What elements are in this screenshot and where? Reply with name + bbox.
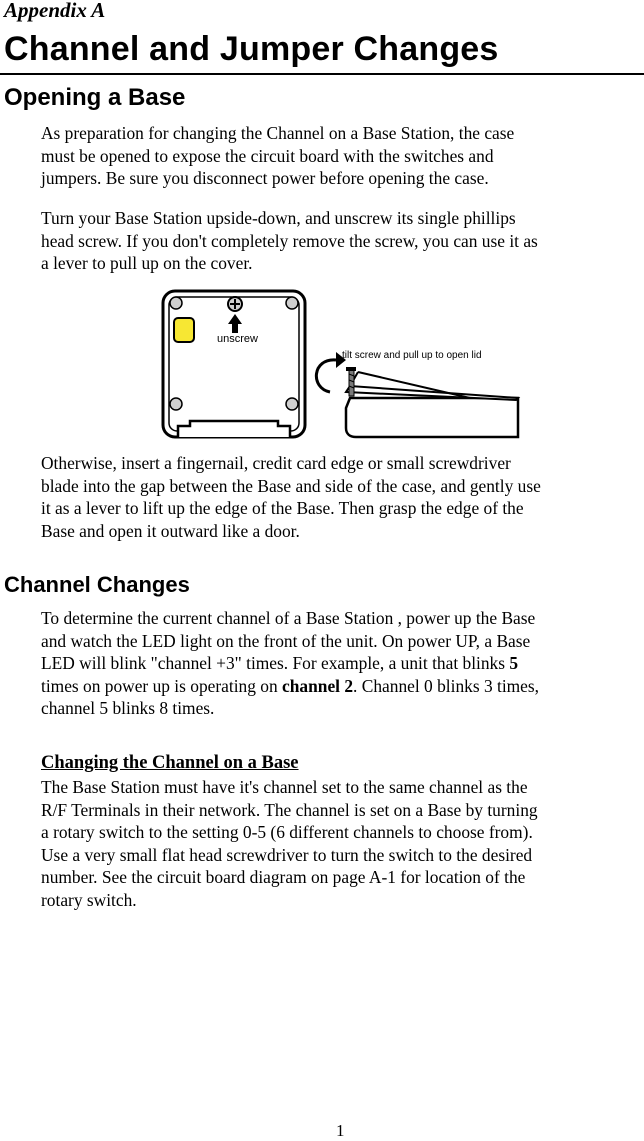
paragraph-unscrew [41,207,644,275]
text-span: times on power up is operating on [41,675,283,696]
paragraph-determine-channel [41,607,644,720]
text-line: Use a very small flat head screwdriver to turn the switch to the desired [41,844,533,865]
chapter-title: Channel and Jumper Changes [4,30,499,68]
text-line: must be opened to expose the circuit board with the switches and [41,145,494,166]
page-number: 1 [336,1121,345,1140]
section-heading-opening: Opening a Base [4,84,186,111]
text-line [41,652,644,675]
foot-icon [170,398,182,410]
text-span: LED will blink "channel +3" times. For example, a unit that blinks [41,653,510,673]
text-line: rotary switch. [41,889,137,910]
subheading-changing-channel: Changing the Channel on a Base [41,753,299,773]
text-line: Otherwise, insert a fingernail, credit card edge or small screwdriver [41,453,511,473]
base-bottom-view [163,291,305,437]
section-heading-channel: Channel Changes [4,572,190,597]
curved-arrow-icon [316,360,336,392]
text-line: a lever to pull up on the cover. [41,253,253,273]
text-line: it as a lever to lift up the edge of the Base. Then grasp the edge of the [41,498,524,518]
text-line: jumpers. Be sure you disconnect power before opening the case. [41,168,489,188]
text-line: blade into the gap between the Base and side of the case, and gently use [41,475,541,496]
text-line: channel 5 blinks 8 times. [41,698,215,718]
foot-icon [286,398,298,410]
base-opening-diagram [160,288,522,440]
text-line [41,675,644,698]
foot-icon [170,297,182,309]
text-line: R/F Terminals in their network. The channel is set on a Base by turning [41,799,538,820]
text-line: number. See the circuit board diagram on page A-1 for location of the [41,867,526,887]
paragraph-preparation [41,122,644,190]
tilt-label: tilt screw and pull up to open lid [342,350,482,361]
text-line: Turn your Base Station upside-down, and unscrew its single phillips [41,208,516,228]
paragraph-fingernail [41,452,644,542]
unscrew-label: unscrew [217,333,258,345]
text-line: and watch the LED light on the front of the unit. On power UP, a Base [41,630,531,651]
base-side-view [346,367,518,437]
blink-count-bold: 5 [509,653,519,673]
foot-icon [286,297,298,309]
text-line: a rotary switch to the setting 0-5 (6 different channels to choose from). [41,822,533,842]
text-line: The Base Station must have it's channel set to the same channel as the [41,777,528,797]
label-sticker [174,318,194,342]
title-rule [0,73,644,75]
text-line: To determine the current channel of a Base Station , power up the Base [41,608,536,628]
text-line: Base and open it outward like a door. [41,520,300,541]
text-line: head screw. If you don't completely remove the screw, you can use it as [41,230,538,251]
paragraph-changing-channel [41,776,644,911]
channel-bold: channel 2 [282,675,354,696]
text-span: . Channel 0 blinks 3 times, [353,675,540,696]
text-line: As preparation for changing the Channel on a Base Station, the case [41,123,515,143]
appendix-label: Appendix A [4,0,106,22]
